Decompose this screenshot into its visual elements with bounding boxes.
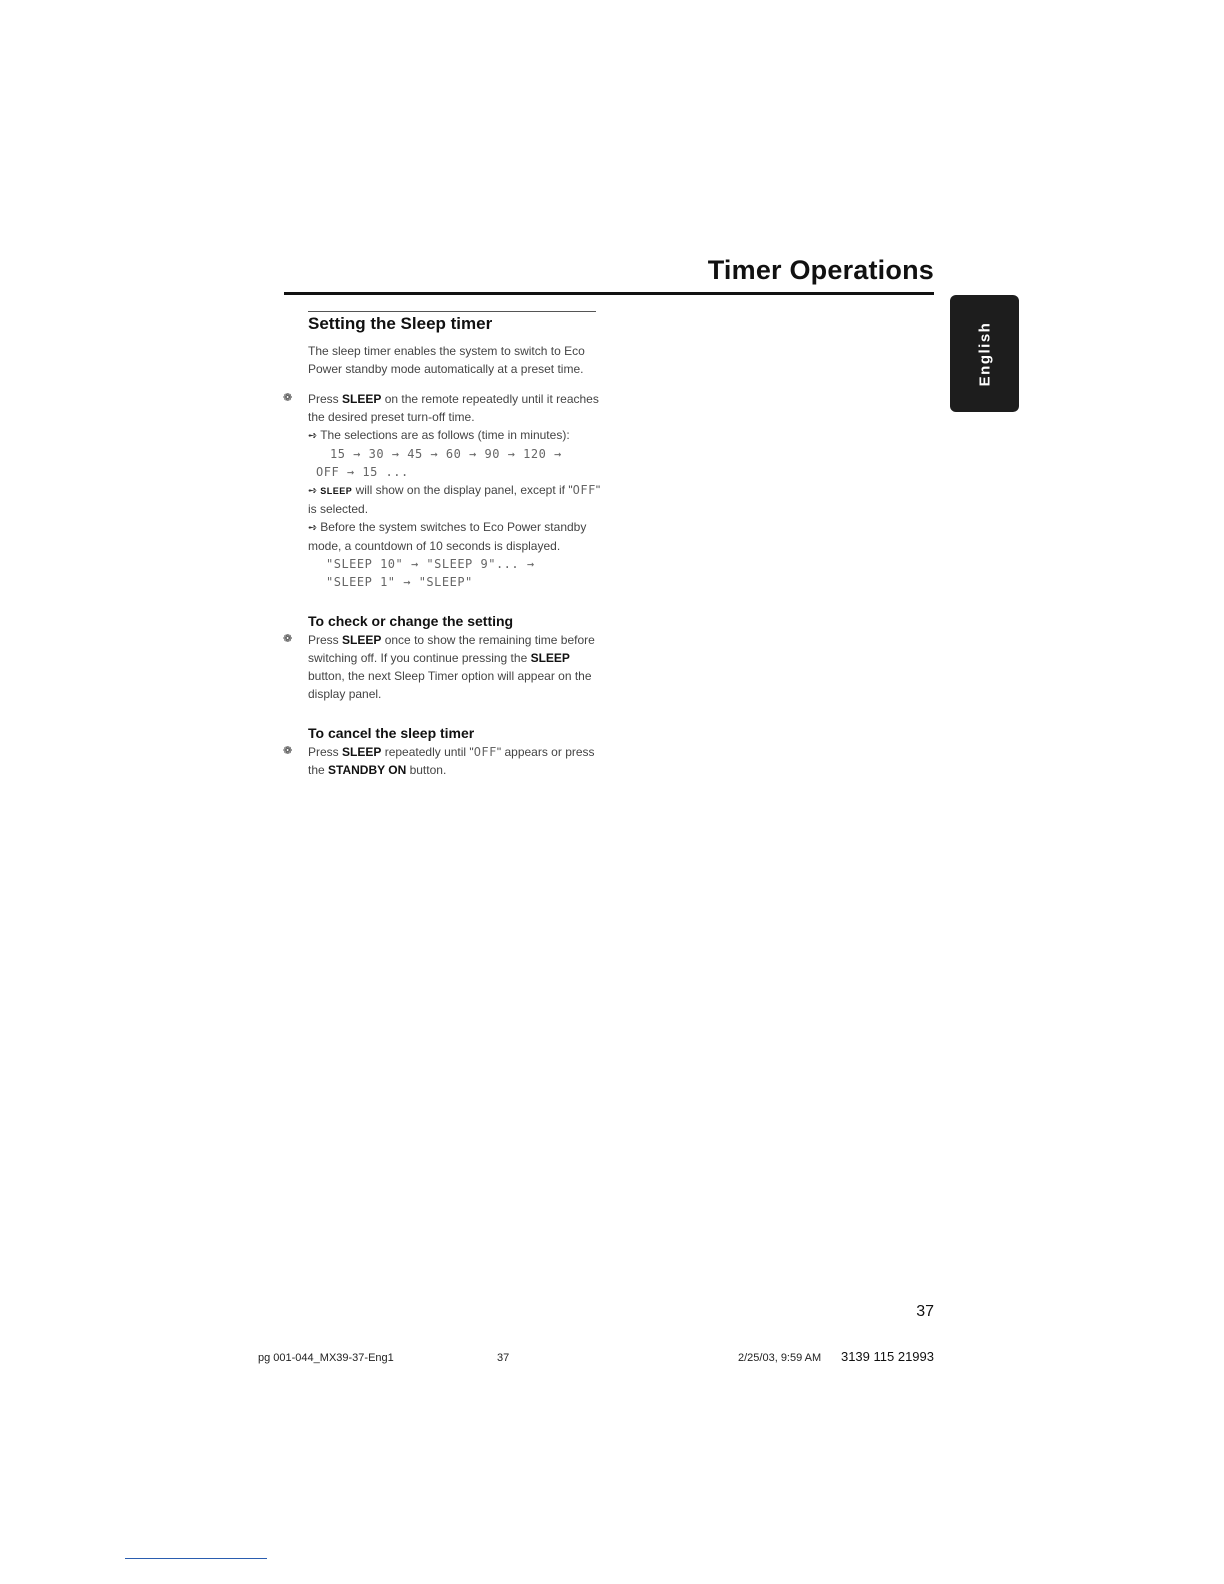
footer-page: 37: [497, 1352, 510, 1364]
check-text: Press SLEEP once to show the remaining time before switching off. If you continue pressing the SLEEP button, the next Sleep Timer option will appear on the display panel.: [308, 633, 595, 701]
section-heading: Setting the Sleep timer: [308, 314, 493, 333]
language-tab: [950, 295, 1019, 412]
check-step: [283, 631, 608, 703]
bottom-link-line: [125, 1558, 267, 1559]
countdown-line-1: "SLEEP 10" → "SLEEP 9"... →: [326, 557, 535, 571]
gear-bullet-icon: ❁: [283, 633, 293, 645]
sequence-line-2: OFF → 15 ...: [316, 465, 409, 479]
gear-bullet-icon: ❁: [283, 745, 293, 757]
right-arrow-icon: ➺: [308, 430, 318, 442]
countdown-line-2: "SLEEP 1" → "SLEEP": [326, 575, 473, 589]
footer-date: 2/25/03, 9:59 AM: [738, 1352, 822, 1364]
page-number: 37: [916, 1303, 934, 1320]
note-countdown: ➺ Before the system switches to Eco Power standby mode, a countdown of 10 seconds is displayed.: [308, 520, 587, 553]
language-tab-label: English: [976, 321, 993, 386]
step-text: Press SLEEP on the remote repeatedly until it reaches the desired preset turn-off time.: [308, 392, 599, 424]
gear-bullet-icon: ❁: [283, 392, 293, 404]
footer-code: 3139 115 21993: [840, 1349, 934, 1364]
cancel-step: [283, 743, 608, 779]
cancel-text: Press SLEEP repeatedly until "OFF" appears or press the STANDBY ON button.: [308, 745, 595, 777]
right-arrow-icon: ➺: [308, 522, 318, 534]
check-heading: To check or change the setting: [308, 613, 514, 629]
note-display: ➺ SLEEP will show on the display panel, except if "OFF" is selected.: [308, 483, 601, 516]
page-title: Timer Operations: [707, 255, 934, 285]
cancel-heading: To cancel the sleep timer: [308, 725, 475, 741]
sleep-key: SLEEP: [342, 392, 382, 406]
footer-file: pg 001-044_MX39-37-Eng1: [258, 1352, 394, 1364]
content-column: [283, 312, 608, 779]
intro-paragraph: The sleep timer enables the system to switch to Eco Power standby mode automatically at a preset time.: [308, 344, 585, 376]
sleep-indicator: SLEEP: [320, 486, 353, 496]
right-arrow-icon: ➺: [308, 485, 318, 497]
title-rule: [284, 292, 934, 295]
note-selections: ➺ The selections are as follows (time in minutes):: [308, 428, 570, 442]
sequence-line-1: 15 → 30 → 45 → 60 → 90 → 120 →: [330, 447, 562, 461]
step-sleep: [283, 390, 608, 591]
